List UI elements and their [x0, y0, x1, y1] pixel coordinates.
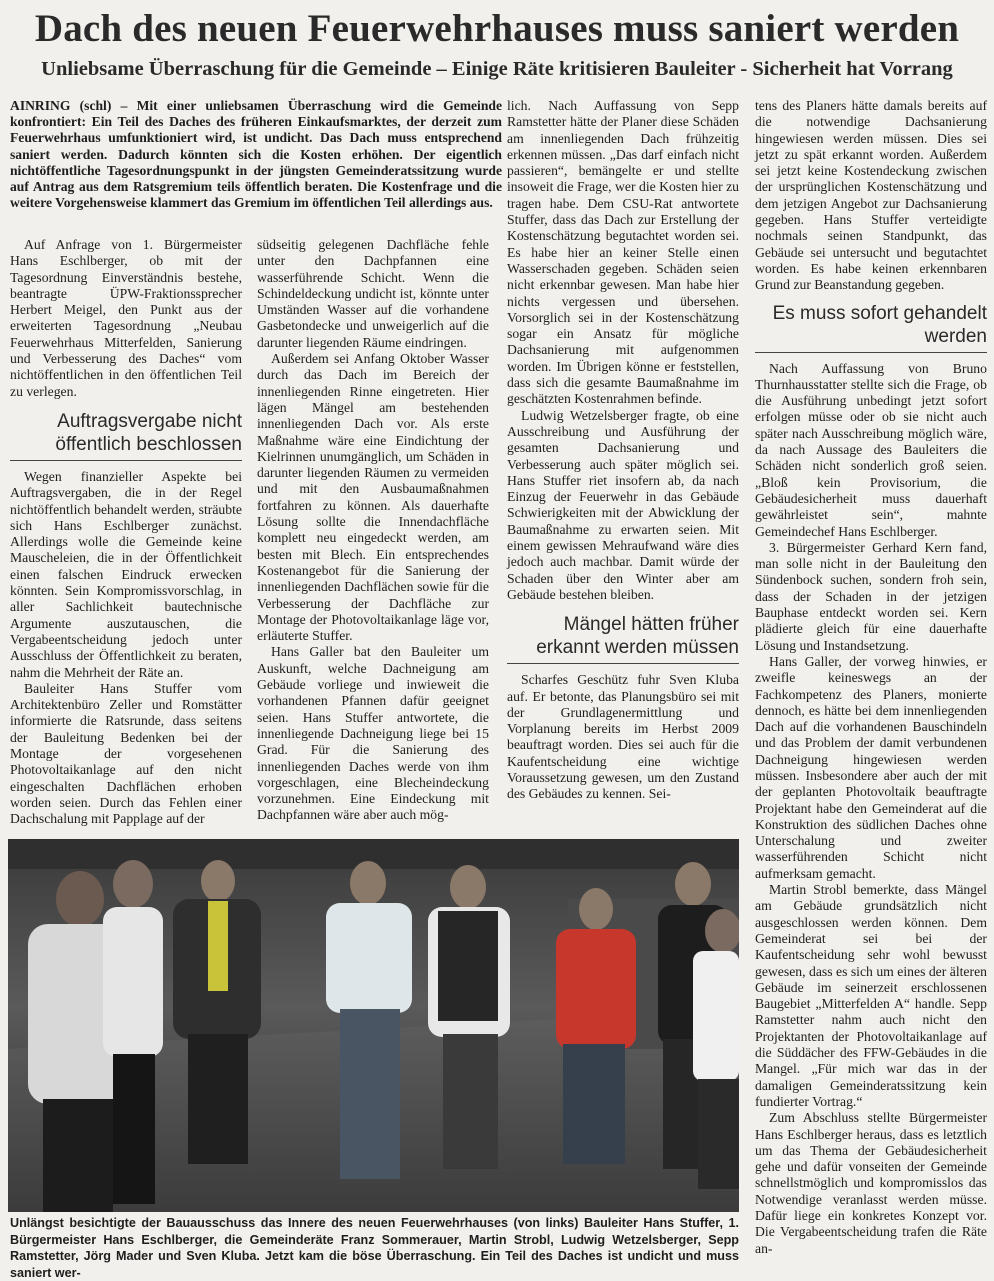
column-2 [257, 237, 489, 824]
paragraph: Außerdem sei Anfang Oktober Wasser durch das Dach im Bereich der innenliegenden Rinne eingetreten. Hier lägen Mängel am bestehenden innenliegenden Dach vor. Als erste Maßnahme wäre eine Eindichtung der Kielrinnen unumgänglich, um Schäden in darunter liegenden Räumen zu vermeiden und mit den Ausbaumaßnahmen fortfahren zu können. Als dauerhafte Lösung sollte die Innendachfläche komplett neu eingedeckt werden, am besten mit Blech. Ein entsprechendes Kostenangebot für die Sanierung der innenliegenden Dachflächen sowie für die Verbesserung der Dachfläche zur Montage der Photovoltaikanlage läge vor, erläuterte Stuffer. [257, 351, 489, 644]
lead-paragraph: AINRING (schl) – Mit einer unliebsamen Überraschung wird die Gemeinde konfrontiert: Ein Teil des Daches des früheren Einkaufsmarktes, der derzeit zum Feuerwehrhaus umfunktioniert wird, ist undicht. Das Dach muss entsprechend saniert werden. Dadurch könnten sich die Kosten erhöhen. Der eigentlich nichtöffentliche Tagesordnungspunkt in der jüngsten Gemeinderatssitzung wurde auf Antrag aus dem Ratsgremium teils öffentlich beraten. Die Kostenfrage und die weitere Vorgehensweise klammert das Gremium im öffentlichen Teil allerdings aus. [10, 98, 502, 211]
photo-caption: Unlängst besichtigte der Bauausschuss das Innere des neuen Feuerwehrhauses (von links) Bauleiter Hans Stuffer, 1. Bürgermeister Hans Eschlberger, die Gemeinderäte Franz Sommerauer, Martin Strobl, Ludwig Wetzelsberger, Sepp Ramstetter, Jörg Mader und Sven Kluba. Jetzt kam die böse Überraschung. Ein Teil des Daches ist undicht und muss saniert wer- [10, 1216, 739, 1280]
column-4 [755, 98, 987, 1257]
paragraph: südseitig gelegenen Dachfläche fehle unter den Dachpfannen eine wasserführende Schicht. Wenn die Schindeldeckung undicht ist, könnte unter Umständen Wasser auf die vorhandene Gasbetondecke und unweigerlich auf die darunter liegenden Räume eindringen. [257, 237, 489, 350]
paragraph: Auf Anfrage von 1. Bürgermeister Hans Eschlberger, ob mit der Tagesordnung Einverständnis bestehe, beantragte ÜPW-Fraktionssprecher Herbert Meigel, den Punkt aus der erweiterten Tagesordnung „Neubau Feuerwehrhaus Mitterfelden, Sanierung und Verbesserung des Daches“ vom nichtöffentlichen in den öffentlichen Teil zu verlegen. [10, 237, 242, 399]
paragraph: Wegen finanzieller Aspekte bei Auftragsvergaben, die in der Regel nichtöffentlich behandelt werden, sträubte sich Hans Eschlberger zunächst. Allerdings wolle die Gemeinde keine Mauscheleien, die in der Öffentlichkeit einen falschen Eindruck erwecken könnten. Sein Kompromissvorschlag, in aller Sachlichkeit bautechnische Argumente auszutauschen, die Vergabeentscheidung jedoch unter Ausschluss der Öffentlichkeit zu beraten, nahm die Mehrheit der Räte an. [10, 468, 242, 680]
person-6 [556, 888, 636, 1164]
photo-illustration [8, 839, 739, 1212]
paragraph: Ludwig Wetzelsberger fragte, ob eine Ausschreibung und Ausführung der gesamten Dachsanierung und Verbesserung auch später möglich sei. Hans Stuffer riet insofern ab, da nach Einzug der Feuerwehr in das Gebäude Schwierigkeiten mit der Abwicklung der Baumaßnahme zu erwarten seien. Mit einem gewissen Mehraufwand wäre dies jedoch auch machbar. Damit würde der Schaden über den Winter aber am Gebäude bestehen bleiben. [507, 407, 739, 602]
news-photo [8, 839, 739, 1212]
section-heading: Auftragsvergabe nicht öffentlich beschlossen [10, 410, 242, 461]
paragraph: Bauleiter Hans Stuffer vom Architektenbüro Zeller und Romstätter informierte die Ratsrunde, dass seitens der Bauleitung Bedenken bei der Montage der vorgesehenen Photovoltaikanlage auf den nicht eingeschalten Dachflächen erhoben worden seien. Durch das Fehlen einer Dachschalung mit Papplage auf der [10, 680, 242, 827]
section-heading: Es muss sofort gehandelt werden [755, 302, 987, 353]
paragraph: Scharfes Geschütz fuhr Sven Kluba auf. Er betonte, das Planungsbüro sei mit der Grundlagenermittlung und Vorplanung bereits im Herbst 2009 beauftragt worden. Dies sei auch für die Kaufentscheidung eine wichtige Voraussetzung gewesen, um den Zustand des Gebäudes zu kennen. Sei- [507, 672, 739, 802]
column-3 [507, 98, 739, 803]
paragraph: Zum Abschluss stellte Bürgermeister Hans Eschlberger heraus, dass es letztlich um das Thema der Gebäudesicherheit gehe und dafür vonseiten der Gemeinde schnellstmöglich und kompromisslos das Notwendige veranlasst werden müsse. Dafür liege ein konkretes Konzept vor. Die Vergabeentscheidung trafen die Räte an- [755, 1110, 987, 1256]
column-1 [10, 237, 242, 828]
paragraph: 3. Bürgermeister Gerhard Kern fand, man solle nicht in der Bauleitung den Sündenbock suchen, sondern froh sein, dass der Schaden in der jetzigen Bauphase entdeckt worden sei. Kern plädierte gleich für eine dauerhafte Lösung und Instandsetzung. [755, 539, 987, 653]
paragraph: Nach Auffassung von Bruno Thurnhausstatter stellte sich die Frage, ob die Ausführung unbedingt jetzt sofort erfolgen müsse oder ob sie nicht auch später nach Ausschreibung möglich wäre, da nach Aussage des Bauleiters die Schäden nicht sonderlich groß seien. „Bloß kein Provisorium, die Gebäudesicherheit muss dauerhaft gewährleistet sein“, mahnte Gemeindechef Hans Eschlberger. [755, 360, 987, 539]
paragraph: lich. Nach Auffassung von Sepp Ramstetter hätte der Planer diese Schäden am innenliegenden Dach frühzeitig erkennen müssen. „Das darf einfach nicht passieren“, bemängelte er und stellte insoweit die Frage, wer die Kosten hier zu tragen habe. Dem CSU-Rat antwortete Stuffer, dass das Dach zur Erstellung der Kostenschätzung begutachtet worden sei. Es habe hier an keiner Stelle einen Wasserschaden gegeben. Schäden seien nicht erkennbar gewesen. Man habe hier nichts vergessen und übersehen. Vorsorglich sei in der Kostenschätzung sogar ein Ansatz für mögliche Dachsanierung mit aufgenommen worden. Im Übrigen könne er feststellen, dass sich die gesamte Baumaßnahme im geschätzten Kostenrahmen befinde. [507, 98, 739, 407]
headline: Dach des neuen Feuerwehrhauses muss saniert werden [34, 7, 960, 50]
paragraph: Hans Galler, der vorweg hinwies, er zweifle keineswegs an der Fachkompetenz des Planers, monierte dennoch, es hätte bei dem innenliegenden Dach auf die vorhandenen Bauschindeln und das Problem der damit verbundenen Dachneigung hingewiesen werden müssen. Insbesondere aber auch der mit der geplanten Photovoltaik beauftragte Projektant habe den Gemeinderat auf die Konstruktion des südlichen Daches ohne Unterschalung und zweiter wasserführenden Schicht nicht aufmerksam gemacht. [755, 653, 987, 881]
paragraph: Hans Galler bat den Bauleiter um Auskunft, welche Dachneigung am Gebäude vorliege und inwieweit die vorhandenen Pfannen dafür geeignet seien. Hans Stuffer antwortete, die innenliegende Dachneigung liege bei 15 Grad. Für die Sanierung des innenliegenden Daches werde von ihm vorgeschlagen, eine Blecheindeckung vorzunehmen. Eine Eindeckung mit Dachpfannen wäre aber auch mög- [257, 644, 489, 823]
section-heading: Mängel hätten früher erkannt werden müssen [507, 613, 739, 664]
subheadline: Unliebsame Überraschung für die Gemeinde – Einige Räte kritisieren Bauleiter - Sicherheit hat Vorrang [41, 58, 953, 80]
paragraph: tens des Planers hätte damals bereits auf die notwendige Dachsanierung hingewiesen werden müssen. Dies sei jetzt zu spät erkannt worden. Außerdem sei jetzt keine Kostendeckung zwischen der ursprünglichen Kostenschätzung und dem jetzigen Angebot zur Dachsanierung gegeben. Hans Stuffer verteidigte nochmals seinen Standpunkt, das Gebäude sei untersucht und begutachtet worden. Es habe keinen erkennbaren Grund zur Beanstandung gegeben. [755, 98, 987, 293]
paragraph: Martin Strobl bemerkte, dass Mängel am Gebäude grundsätzlich nicht ausgeschlossen werden können. Dem Gemeinderat sei bei der Kaufentscheidung sehr wohl bewusst gewesen, dass es sich um eines der älteren Gebäude im seinerzeit erschlossenen Baugebiet „Mitterfelden A“ handle. Sepp Ramstetter nahm auch nicht den Projektanten der Photovoltaikanlage auf die Süddächer des FFW-Gebäudes in die Mangel. „Für mich war das in der damaligen Gemeinderatssitzung kein fundierter Vortrag.“ [755, 882, 987, 1109]
